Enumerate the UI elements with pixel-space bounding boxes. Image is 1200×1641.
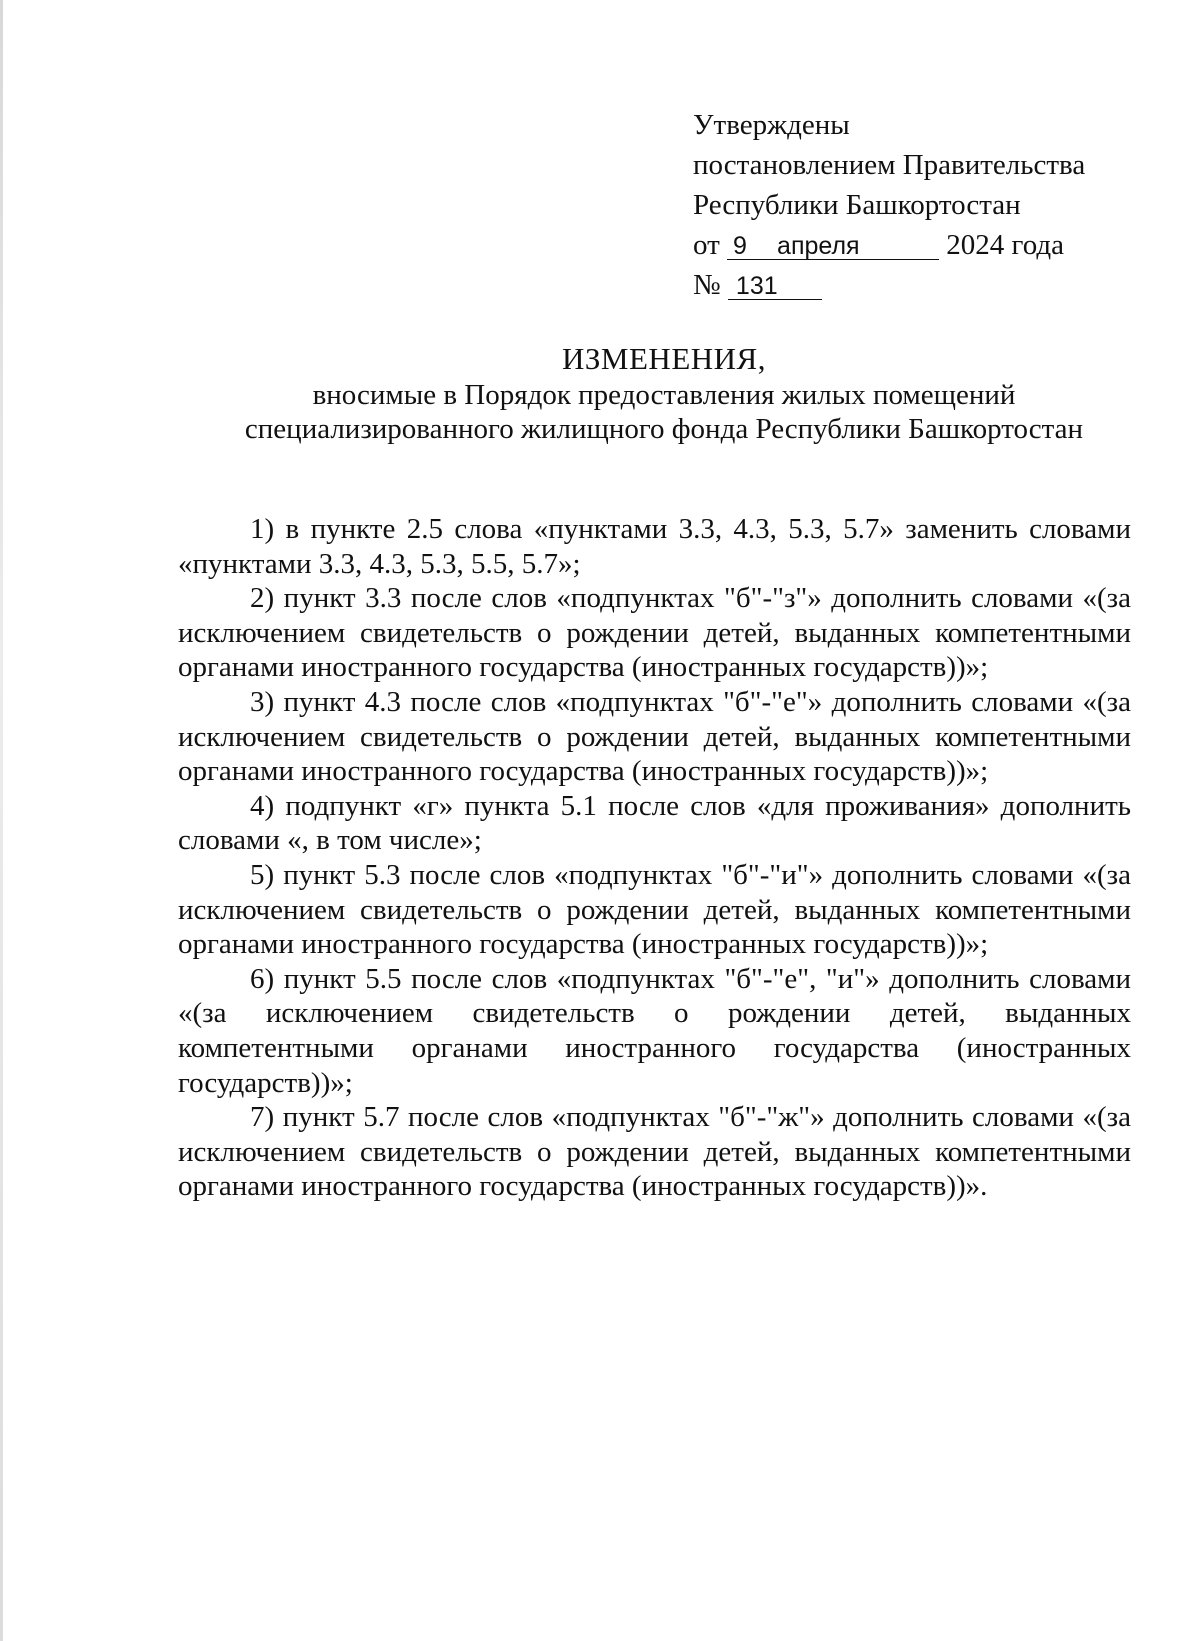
document-body [178,512,1131,1204]
date-month: апреля [767,233,939,260]
list-item: 1) в пункте 2.5 слова «пунктами 3.3, 4.3, 5.3, 5.7» заменить словами «пунктами 3.3, 4.3, 5.3, 5.5, 5.7»; [178,513,1131,580]
list-item: 4) подпункт «г» пункта 5.1 после слов «для проживания» дополнить словами «, в том числе»; [178,789,1131,857]
list-item: 6) пункт 5.5 после слов «подпунктах "б"-"е", "и"» дополнить словами «(за исключением свидетельств о рождении детей, выданных компетентными органами иностранного государства (иностранных государств))»; [178,962,1131,1099]
approval-line-2: постановлением Правительства [693,149,1086,181]
approval-number-line [693,265,1085,305]
number-sign: № [693,269,721,301]
approval-stamp [693,105,1085,305]
list-item: 2) пункт 3.3 после слов «подпунктах "б"-"з"» дополнить словами «(за исключением свидетельств о рождении детей, выданных компетентными органами иностранного государства (иностранных государств))»; [178,582,1131,684]
date-prefix: от [693,229,720,261]
document-number: 131 [728,273,822,300]
title-line-1: вносимые в Порядок предоставления жилых помещений [312,379,1016,411]
approval-line-3: Республики Башкортостан [693,189,1021,221]
title-heading: ИЗМЕНЕНИЯ, [562,341,766,376]
approval-date-line [693,225,1085,265]
list-item: 7) пункт 5.7 после слов «подпунктах "б"-"ж"» дополнить словами «(за исключением свидетельств о рождении детей, выданных компетентными органами иностранного государства (иностранных государств))». [178,1101,1131,1203]
list-item: 3) пункт 4.3 после слов «подпунктах "б"-"е"» дополнить словами «(за исключением свидетельств о рождении детей, выданных компетентными органами иностранного государства (иностранных государств))»; [178,685,1131,788]
document-title [0,342,1200,446]
title-line-2: специализированного жилищного фонда Республики Башкортостан [244,413,1084,445]
list-item: 5) пункт 5.3 после слов «подпунктах "б"-"и"» дополнить словами «(за исключением свидетельств о рождении детей, выданных компетентными органами иностранного государства (иностранных государств))»; [178,858,1131,961]
date-day: 9 [727,233,767,260]
scan-edge [0,0,3,1641]
approval-line-1: Утверждены [693,109,850,141]
date-year: 2024 года [946,229,1065,261]
